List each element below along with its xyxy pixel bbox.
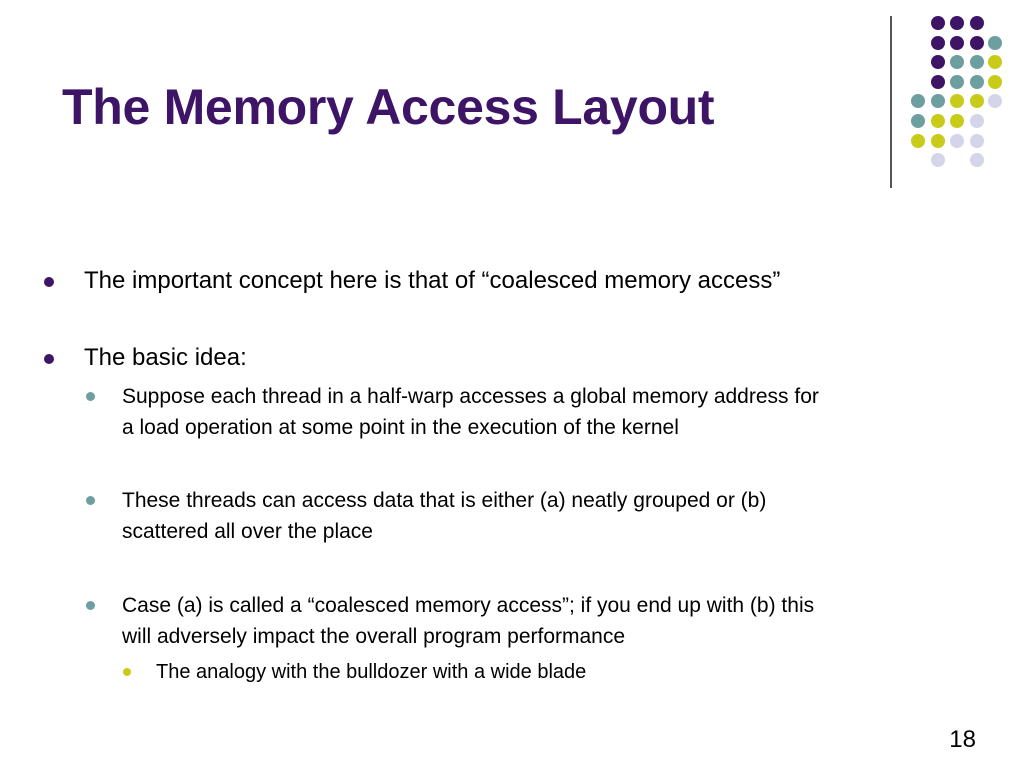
decorative-dot bbox=[950, 75, 964, 89]
bullet-text: will adversely impact the overall program performance bbox=[122, 625, 626, 648]
bullet-level2-marker bbox=[86, 392, 95, 401]
decorative-dot bbox=[950, 134, 964, 148]
decorative-dot bbox=[931, 94, 945, 108]
decorative-dot bbox=[911, 114, 925, 128]
decorative-dot bbox=[931, 16, 945, 30]
bullet-level2-marker bbox=[86, 601, 95, 610]
decorative-dot bbox=[931, 75, 945, 89]
bullet-level3-marker bbox=[123, 668, 131, 676]
decorative-dot bbox=[931, 55, 945, 69]
page-number: 18 bbox=[949, 726, 976, 753]
bullet-level2-marker bbox=[86, 496, 95, 505]
bullet-text: The important concept here is that of “coalesced memory access” bbox=[84, 267, 781, 294]
bullet-text: The basic idea: bbox=[84, 344, 247, 371]
decorative-dot bbox=[911, 94, 925, 108]
bullet-text: The analogy with the bulldozer with a wide blade bbox=[156, 661, 587, 683]
decorative-dot bbox=[950, 114, 964, 128]
decorative-dot bbox=[970, 75, 984, 89]
decorative-dot bbox=[970, 153, 984, 167]
decorative-dot bbox=[988, 75, 1002, 89]
bullet-level1-marker bbox=[44, 277, 54, 287]
bullet-level1-marker bbox=[44, 354, 54, 364]
decorative-dot bbox=[931, 134, 945, 148]
decorative-dot bbox=[970, 94, 984, 108]
decorative-dot bbox=[950, 16, 964, 30]
decorative-dot bbox=[988, 94, 1002, 108]
bullet-text: Suppose each thread in a half-warp accesses a global memory address for bbox=[122, 385, 819, 408]
decorative-dot bbox=[950, 55, 964, 69]
decorative-dot bbox=[911, 134, 925, 148]
bullet-text: These threads can access data that is either (a) neatly grouped or (b) bbox=[122, 489, 767, 512]
decorative-dot bbox=[950, 36, 964, 50]
decorative-dot bbox=[970, 134, 984, 148]
bullet-text: scattered all over the place bbox=[122, 520, 373, 543]
decorative-divider bbox=[890, 16, 892, 188]
decorative-dot bbox=[988, 55, 1002, 69]
decorative-dot bbox=[950, 94, 964, 108]
decorative-dot bbox=[970, 16, 984, 30]
decorative-dot bbox=[931, 36, 945, 50]
decorative-dot bbox=[970, 36, 984, 50]
bullet-text: Case (a) is called a “coalesced memory access”; if you end up with (b) this bbox=[122, 594, 815, 617]
decorative-dot bbox=[970, 114, 984, 128]
decorative-dot bbox=[931, 153, 945, 167]
decorative-dot bbox=[970, 55, 984, 69]
bullet-text: a load operation at some point in the execution of the kernel bbox=[122, 416, 679, 439]
decorative-dot bbox=[931, 114, 945, 128]
decorative-dot bbox=[988, 36, 1002, 50]
slide-title: The Memory Access Layout bbox=[62, 79, 715, 135]
